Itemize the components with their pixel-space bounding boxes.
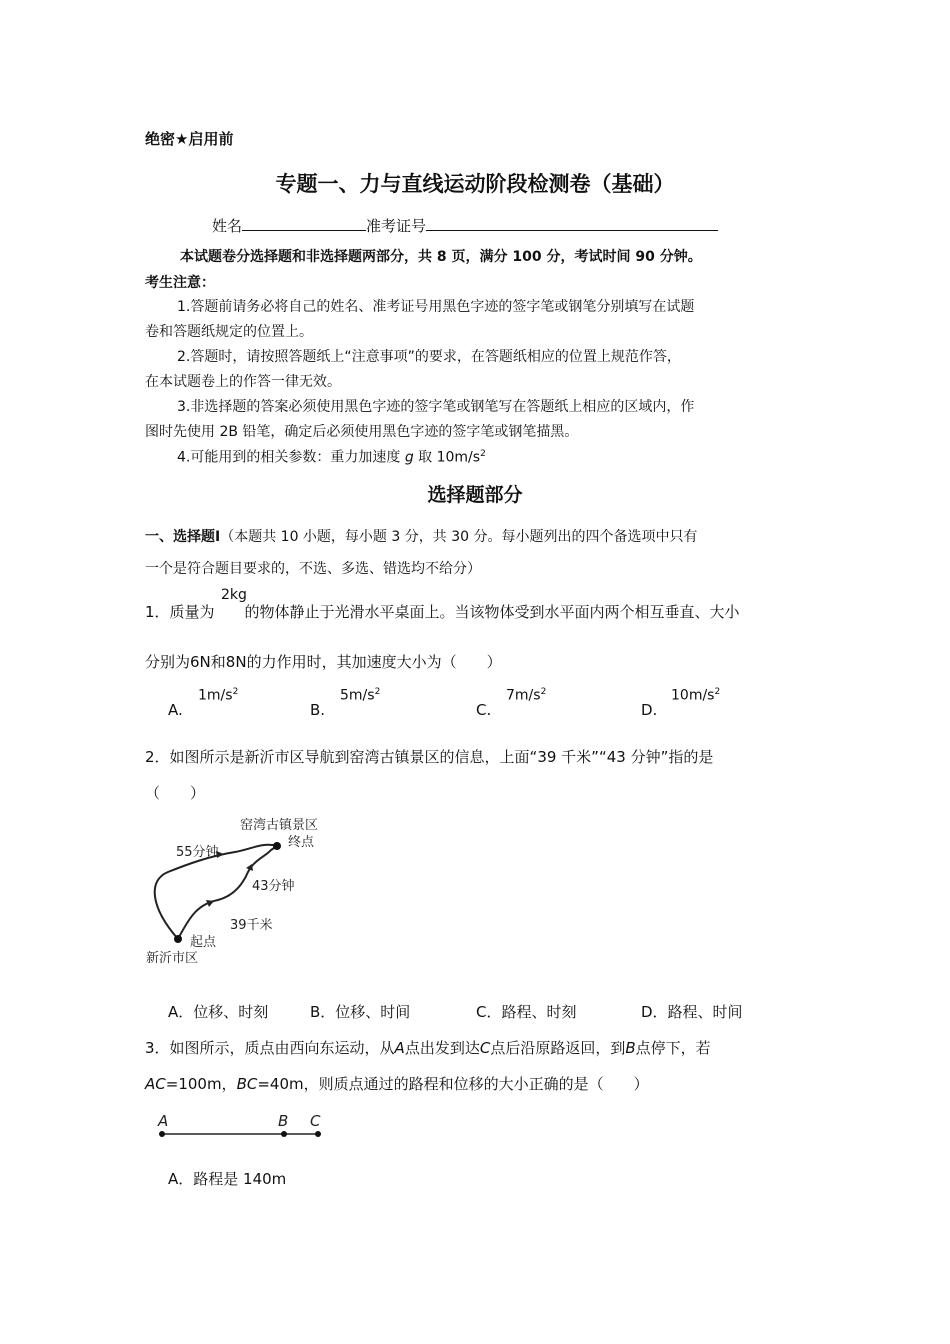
section-title: 选择题部分 bbox=[427, 484, 523, 506]
note-4-g: g bbox=[404, 449, 414, 466]
q3-text-a4: 点停下，若 bbox=[635, 1039, 711, 1057]
q3-line-2 bbox=[145, 1077, 649, 1092]
q1-force-1: 6N bbox=[190, 653, 211, 671]
q1-option-a-letter[interactable]: A. bbox=[168, 701, 183, 719]
q3-line-1 bbox=[145, 1041, 711, 1056]
note-1-line-2: 卷和答题纸规定的位置上。 bbox=[145, 324, 313, 340]
intro-text: 本试题卷分选择题和非选择题两部分，共 8 页，满分 100 分，考试时间 90 分钟。 bbox=[180, 249, 702, 265]
route-55-label: 55分钟 bbox=[176, 845, 219, 860]
q1-mass: 2kg bbox=[221, 587, 247, 603]
q2-option-c[interactable]: C．路程、时刻 bbox=[476, 1003, 577, 1021]
q1-option-b-letter[interactable]: B. bbox=[310, 701, 326, 719]
point-b-label: B bbox=[278, 1112, 289, 1130]
start-label: 起点 bbox=[190, 935, 217, 950]
note-2-line-2: 在本试题卷上的作答一律无效。 bbox=[145, 374, 341, 390]
note-2-line-1: 2.答题时，请按照答题纸上“注意事项”的要求，在答题纸相应的位置上规范作答， bbox=[177, 349, 681, 365]
note-3-line-1: 3.非选择题的答案必须使用黑色字迹的签字笔或钢笔写在答题纸上相应的区域内，作 bbox=[177, 399, 695, 415]
note-4-value: 取 10m/s bbox=[418, 449, 481, 466]
origin-label: 新沂市区 bbox=[146, 951, 199, 966]
exam-no-label: 准考证号 bbox=[366, 217, 427, 235]
q2-line-1: 2．如图所示是新沂市区导航到窑湾古镇景区的信息，上面“39 千米”“43 分钟”指的是 bbox=[145, 748, 714, 766]
part1-desc-b: 一个是符合题目要求的，不选、多选、错选均不给分） bbox=[145, 561, 481, 577]
start-point bbox=[174, 935, 182, 943]
part1-label: 一、选择题Ⅰ bbox=[145, 529, 221, 545]
end-point bbox=[273, 842, 281, 850]
q1-line-1 bbox=[145, 605, 740, 620]
note-4-sup: 2 bbox=[480, 449, 486, 459]
q1-text-b2: 和 bbox=[210, 653, 226, 671]
q3-text-a1: 3．如图所示，质点由西向东运动，从 bbox=[145, 1039, 395, 1057]
q3-bc: BC bbox=[236, 1075, 258, 1093]
q1-option-d-value: $10m/s^2$ bbox=[671, 687, 721, 704]
part1-desc-a: （本题共 10 小题，每小题 3 分，共 30 分。每小题列出的四个备选项中只有 bbox=[220, 529, 698, 545]
name-row bbox=[212, 216, 718, 234]
q1-text-b3: 的力作用时，其加速度大小为（ ） bbox=[246, 653, 502, 671]
secret-label: 绝密★启用前 bbox=[145, 130, 234, 148]
point-a-label: A bbox=[158, 1112, 169, 1130]
page-title: 专题一、力与直线运动阶段检测卷（基础） bbox=[275, 172, 675, 196]
name-field[interactable] bbox=[242, 216, 366, 231]
q3-ac-value: =100m， bbox=[165, 1075, 237, 1093]
dest-label: 窑湾古镇景区 bbox=[240, 818, 319, 833]
q1-text-a: 的物体静止于光滑水平桌面上。当该物体受到水平面内两个相互垂直、大小 bbox=[244, 603, 740, 621]
q2-option-b[interactable]: B．位移、时间 bbox=[310, 1003, 411, 1021]
q1-option-c-letter[interactable]: C. bbox=[476, 701, 492, 719]
q2-option-a[interactable]: A．位移、时刻 bbox=[168, 1003, 269, 1021]
notes-heading: 考生注意： bbox=[145, 275, 215, 291]
note-1-line-1: 1.答题前请务必将自己的姓名、准考证号用黑色字迹的签字笔或钢笔分别填写在试题 bbox=[177, 299, 695, 315]
q2-line-2: （ ） bbox=[145, 784, 206, 802]
part1-header bbox=[145, 530, 697, 544]
q1-option-c-value: $7m/s^2$ bbox=[506, 687, 547, 704]
end-label: 终点 bbox=[288, 835, 315, 850]
q2-route-figure bbox=[140, 812, 340, 972]
q1-force-2: 8N bbox=[225, 653, 247, 671]
q3-bc-value: =40m，则质点通过的路程和位移的大小正确的是（ ） bbox=[257, 1075, 649, 1093]
note-3-line-2: 图时先使用 2B 铅笔，确定后必须使用黑色字迹的签字笔或钢笔描黑。 bbox=[145, 424, 579, 440]
point-a-dot bbox=[159, 1131, 165, 1137]
q3-text-a2: 点出发到达 bbox=[404, 1039, 480, 1057]
q1-option-b-value: $5m/s^2$ bbox=[340, 687, 381, 704]
q1-option-a-value: $1m/s^2$ bbox=[198, 687, 239, 704]
name-label: 姓名 bbox=[212, 217, 243, 235]
point-b-dot bbox=[281, 1131, 287, 1137]
q3-text-a3: 点后沿原路返回，到 bbox=[490, 1039, 626, 1057]
q3-line-figure bbox=[150, 1108, 340, 1144]
q3-ac: AC bbox=[145, 1075, 166, 1093]
q3-point-b: B bbox=[625, 1039, 636, 1057]
q1-line-2 bbox=[145, 655, 502, 670]
q1-text-b1: 分别为 bbox=[145, 653, 191, 671]
q3-point-c: C bbox=[479, 1039, 491, 1057]
note-4-text: 4.可能用到的相关参数：重力加速度 bbox=[177, 449, 401, 466]
q1-prefix: 1．质量为 bbox=[145, 603, 215, 621]
q3-point-a: A bbox=[394, 1039, 405, 1057]
route-39km-label: 39千米 bbox=[230, 918, 273, 933]
route-43-time-label: 43分钟 bbox=[252, 879, 295, 894]
q1-option-d-letter[interactable]: D. bbox=[641, 701, 658, 719]
note-4 bbox=[177, 450, 486, 465]
point-c-dot bbox=[315, 1131, 321, 1137]
q3-option-a[interactable]: A．路程是 140m bbox=[168, 1170, 287, 1188]
q2-option-d[interactable]: D．路程、时间 bbox=[641, 1003, 743, 1021]
exam-no-field[interactable] bbox=[426, 216, 718, 231]
point-c-label: C bbox=[310, 1112, 321, 1130]
